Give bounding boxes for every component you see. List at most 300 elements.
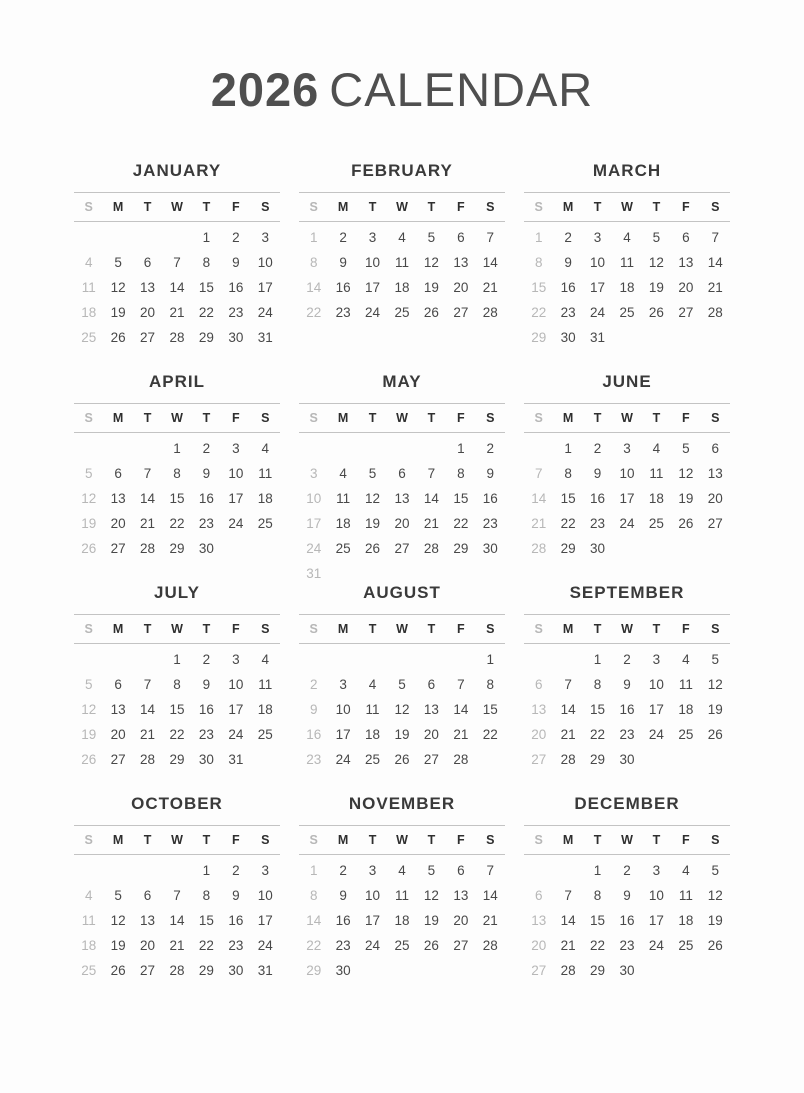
date-cell: 30: [619, 751, 635, 767]
week-row: [524, 933, 730, 958]
date-cell: 10: [257, 254, 273, 270]
week-row: [299, 883, 505, 908]
date-cell: 22: [306, 304, 322, 320]
date-cell: 14: [306, 912, 322, 928]
week-row: [74, 747, 280, 772]
weekday-header-row: [524, 614, 730, 644]
weekday-label-saturday: S: [261, 199, 270, 214]
weekday-header-row: [74, 403, 280, 433]
date-cell: 6: [534, 887, 543, 903]
date-cell: 7: [143, 465, 152, 481]
week-row: [299, 647, 505, 672]
date-cell: 27: [423, 751, 439, 767]
weekday-label-saturday: S: [711, 832, 720, 847]
date-cell: 19: [110, 304, 126, 320]
date-cell: 13: [110, 490, 126, 506]
date-cell: 20: [394, 515, 410, 531]
date-cell: 20: [140, 937, 156, 953]
date-cell: 20: [453, 279, 469, 295]
date-cell: 11: [678, 676, 693, 692]
date-cell: 17: [590, 279, 606, 295]
date-cell: 3: [232, 651, 240, 667]
weekday-label-saturday: S: [486, 621, 495, 636]
week-row: [299, 858, 505, 883]
date-cell: 23: [619, 726, 635, 742]
week-row: [299, 672, 505, 697]
date-cell: 5: [114, 887, 122, 903]
date-cell: 13: [140, 912, 156, 928]
date-cell: 22: [169, 726, 185, 742]
date-cell: 12: [423, 254, 439, 270]
weekday-label-saturday: S: [261, 621, 270, 636]
date-cell: 3: [652, 862, 661, 878]
date-cell: 10: [619, 465, 635, 481]
week-row: [74, 436, 280, 461]
date-cell: 18: [678, 912, 694, 928]
date-cell: 30: [560, 329, 576, 345]
date-cell: 26: [423, 304, 439, 320]
month-july: [74, 578, 280, 789]
date-cell: 30: [228, 962, 244, 978]
date-cell: 21: [140, 515, 156, 531]
month-title: JANUARY: [132, 160, 222, 180]
date-cell: 29: [590, 751, 606, 767]
date-cell: 24: [257, 304, 273, 320]
date-cell: 16: [228, 279, 244, 295]
date-cell: 12: [110, 912, 126, 928]
date-cell: 10: [648, 676, 664, 692]
week-row: [299, 908, 505, 933]
date-cell: 24: [365, 304, 381, 320]
date-cell: 1: [309, 862, 318, 878]
date-cell: 30: [619, 962, 635, 978]
date-cell: 27: [453, 304, 469, 320]
weekday-header-row: [524, 403, 730, 433]
date-cell: 4: [261, 651, 270, 667]
weekday-label-sunday: S: [534, 621, 543, 636]
month-june: [524, 367, 730, 578]
date-cell: 20: [707, 490, 723, 506]
week-row: [299, 511, 505, 536]
date-cell: 3: [593, 229, 602, 245]
date-cell: 8: [309, 887, 318, 903]
month-december: [524, 789, 730, 1000]
date-cell: 20: [140, 304, 156, 320]
weekday-label-monday: M: [112, 621, 124, 636]
date-cell: 14: [560, 701, 576, 717]
weekday-label-tuesday: T: [143, 832, 152, 847]
date-cell: 21: [482, 279, 498, 295]
week-row: [74, 300, 280, 325]
date-cell: 23: [228, 937, 244, 953]
date-cell: 26: [110, 962, 126, 978]
date-cell: 27: [394, 540, 410, 556]
date-cell: 27: [531, 751, 547, 767]
date-cell: 13: [453, 887, 469, 903]
date-cell: 20: [678, 279, 694, 295]
date-cell: 12: [707, 676, 723, 692]
date-cell: 4: [261, 440, 270, 456]
weekday-label-saturday: S: [711, 199, 720, 214]
date-cell: 24: [648, 937, 664, 953]
date-cell: 21: [560, 726, 576, 742]
date-cell: 15: [169, 701, 185, 717]
date-cell: 4: [339, 465, 347, 481]
week-row: [524, 858, 730, 883]
date-cell: 14: [482, 887, 498, 903]
date-cell: 10: [365, 254, 381, 270]
weekday-label-monday: M: [337, 621, 349, 636]
weekday-label-tuesday: T: [368, 199, 377, 214]
week-row: [524, 225, 730, 250]
weekday-label-monday: M: [337, 832, 349, 847]
weekday-label-wednesday: W: [621, 832, 633, 847]
date-cell: 26: [707, 726, 723, 742]
date-cell: 3: [261, 862, 270, 878]
date-cell: 2: [564, 229, 572, 245]
date-cell: 27: [453, 937, 469, 953]
date-cell: 27: [707, 515, 723, 531]
date-cell: 19: [648, 279, 664, 295]
month-title: DECEMBER: [574, 793, 680, 813]
date-cell: 4: [682, 862, 690, 878]
weekday-label-thursday: T: [202, 832, 211, 847]
date-cell: 1: [202, 229, 211, 245]
weekday-label-wednesday: W: [171, 832, 183, 847]
week-row: [524, 486, 730, 511]
date-cell: 11: [365, 701, 380, 717]
date-cell: 7: [457, 676, 465, 692]
date-cell: 30: [335, 962, 351, 978]
week-row: [524, 883, 730, 908]
date-cell: 2: [339, 229, 347, 245]
date-cell: 11: [649, 465, 664, 481]
date-cell: 19: [423, 279, 439, 295]
date-cell: 25: [394, 304, 410, 320]
date-cell: 16: [335, 279, 351, 295]
date-cell: 7: [427, 465, 436, 481]
date-cell: 27: [110, 751, 126, 767]
date-cell: 26: [707, 937, 723, 953]
month-title: AUGUST: [363, 582, 441, 602]
week-row: [299, 536, 505, 561]
weekday-label-sunday: S: [309, 621, 318, 636]
week-row: [299, 747, 505, 772]
date-cell: 9: [339, 254, 347, 270]
weekday-label-wednesday: W: [396, 621, 408, 636]
date-cell: 23: [228, 304, 244, 320]
date-cell: 9: [202, 465, 211, 481]
weekday-label-monday: M: [112, 410, 124, 425]
date-cell: 19: [110, 937, 126, 953]
date-cell: 10: [306, 490, 322, 506]
page-title: [0, 64, 804, 116]
weekday-label-monday: M: [337, 410, 349, 425]
date-cell: 30: [482, 540, 498, 556]
date-cell: 20: [110, 726, 126, 742]
date-cell: 18: [257, 701, 273, 717]
date-cell: 3: [623, 440, 631, 456]
date-cell: 20: [531, 726, 547, 742]
date-cell: 6: [457, 862, 465, 878]
date-cell: 9: [623, 887, 631, 903]
weekday-label-saturday: S: [261, 410, 270, 425]
date-cell: 9: [202, 676, 211, 692]
week-row: [74, 722, 280, 747]
date-cell: 24: [306, 540, 322, 556]
date-cell: 6: [457, 229, 465, 245]
date-cell: 16: [306, 726, 322, 742]
date-cell: 1: [534, 229, 543, 245]
date-cell: 25: [648, 515, 664, 531]
date-cell: 23: [619, 937, 635, 953]
date-cell: 29: [169, 751, 185, 767]
date-cell: 28: [423, 540, 439, 556]
date-cell: 14: [169, 912, 185, 928]
week-row: [74, 908, 280, 933]
weekday-label-wednesday: W: [396, 410, 408, 425]
date-cell: 15: [531, 279, 547, 295]
date-cell: 18: [365, 726, 381, 742]
weekday-label-saturday: S: [711, 621, 720, 636]
date-cell: 22: [306, 937, 322, 953]
weekday-label-tuesday: T: [593, 832, 602, 847]
date-cell: 7: [173, 887, 181, 903]
date-cell: 15: [198, 279, 214, 295]
date-cell: 21: [482, 912, 498, 928]
week-row: [74, 858, 280, 883]
weekday-label-thursday: T: [652, 621, 661, 636]
weekday-label-friday: F: [682, 410, 690, 425]
date-cell: 21: [453, 726, 469, 742]
month-march: [524, 156, 730, 367]
weekday-label-wednesday: W: [621, 410, 633, 425]
weekday-label-friday: F: [232, 410, 240, 425]
date-cell: 21: [169, 304, 185, 320]
date-cell: 6: [711, 440, 720, 456]
date-cell: 25: [257, 726, 273, 742]
week-row: [299, 300, 505, 325]
date-cell: 7: [486, 862, 495, 878]
date-cell: 12: [394, 701, 410, 717]
date-cell: 12: [707, 887, 723, 903]
date-cell: 1: [593, 651, 602, 667]
date-cell: 8: [457, 465, 465, 481]
date-cell: 22: [590, 726, 606, 742]
date-cell: 26: [81, 540, 97, 556]
date-cell: 22: [560, 515, 576, 531]
date-cell: 13: [140, 279, 156, 295]
weekday-label-tuesday: T: [368, 410, 377, 425]
date-cell: 29: [306, 962, 322, 978]
date-cell: 24: [648, 726, 664, 742]
date-cell: 28: [140, 540, 156, 556]
date-cell: 1: [309, 229, 318, 245]
weekday-label-monday: M: [562, 199, 574, 214]
months-grid: [0, 156, 804, 1000]
weekday-header-row: [524, 825, 730, 855]
date-cell: 5: [427, 862, 436, 878]
date-cell: 11: [394, 887, 409, 903]
date-cell: 22: [531, 304, 547, 320]
date-cell: 9: [486, 465, 495, 481]
date-cell: 29: [590, 962, 606, 978]
date-cell: 4: [368, 676, 377, 692]
date-cell: 19: [365, 515, 381, 531]
date-cell: 6: [114, 676, 122, 692]
date-cell: 10: [590, 254, 606, 270]
date-cell: 12: [81, 490, 97, 506]
date-cell: 31: [228, 751, 244, 767]
date-cell: 10: [648, 887, 664, 903]
weekday-label-monday: M: [337, 199, 349, 214]
date-cell: 13: [678, 254, 694, 270]
date-cell: 1: [202, 862, 211, 878]
week-row: [299, 250, 505, 275]
weekday-label-tuesday: T: [593, 410, 602, 425]
date-cell: 8: [202, 887, 211, 903]
weekday-label-wednesday: W: [171, 621, 183, 636]
date-cell: 20: [110, 515, 126, 531]
date-cell: 2: [623, 862, 631, 878]
date-cell: 8: [173, 465, 181, 481]
date-cell: 9: [593, 465, 602, 481]
date-cell: 5: [682, 440, 690, 456]
date-cell: 9: [309, 701, 318, 717]
weekday-label-friday: F: [457, 410, 465, 425]
weekday-label-monday: M: [112, 199, 124, 214]
weekday-label-tuesday: T: [368, 621, 377, 636]
date-cell: 10: [228, 676, 244, 692]
date-cell: 19: [81, 515, 97, 531]
weekday-label-friday: F: [232, 832, 240, 847]
month-february: [299, 156, 505, 367]
date-cell: 25: [365, 751, 381, 767]
weekday-header-row: [299, 825, 505, 855]
date-cell: 9: [339, 887, 347, 903]
date-cell: 11: [81, 912, 96, 928]
weekday-label-sunday: S: [309, 832, 318, 847]
date-cell: 25: [257, 515, 273, 531]
date-cell: 21: [560, 937, 576, 953]
month-january: [74, 156, 280, 367]
date-cell: 10: [335, 701, 351, 717]
date-cell: 18: [81, 937, 97, 953]
date-cell: 16: [482, 490, 498, 506]
date-cell: 14: [140, 490, 156, 506]
week-row: [74, 275, 280, 300]
weekday-label-saturday: S: [486, 832, 495, 847]
weekday-label-sunday: S: [84, 832, 93, 847]
date-cell: 20: [531, 937, 547, 953]
weekday-label-friday: F: [682, 199, 690, 214]
date-cell: 24: [228, 726, 244, 742]
date-cell: 17: [619, 490, 635, 506]
date-cell: 29: [560, 540, 576, 556]
date-cell: 18: [335, 515, 351, 531]
date-cell: 24: [590, 304, 606, 320]
date-cell: 26: [648, 304, 664, 320]
weekday-header-row: [299, 403, 505, 433]
date-cell: 25: [394, 937, 410, 953]
date-cell: 13: [707, 465, 723, 481]
date-cell: 16: [198, 701, 214, 717]
date-cell: 29: [453, 540, 469, 556]
date-cell: 24: [619, 515, 635, 531]
date-cell: 14: [169, 279, 185, 295]
date-cell: 19: [707, 912, 723, 928]
date-cell: 23: [335, 304, 351, 320]
date-cell: 29: [198, 329, 214, 345]
week-row: [74, 647, 280, 672]
date-cell: 16: [198, 490, 214, 506]
date-cell: 3: [339, 676, 347, 692]
weekday-label-wednesday: W: [171, 410, 183, 425]
date-cell: 14: [453, 701, 469, 717]
date-cell: 3: [232, 440, 240, 456]
date-cell: 5: [114, 254, 122, 270]
date-cell: 2: [202, 651, 211, 667]
date-cell: 8: [173, 676, 181, 692]
date-cell: 29: [531, 329, 547, 345]
date-cell: 15: [560, 490, 576, 506]
weekday-label-monday: M: [562, 832, 574, 847]
date-cell: 27: [140, 962, 156, 978]
date-cell: 22: [482, 726, 498, 742]
weekday-label-monday: M: [562, 410, 574, 425]
date-cell: 5: [711, 651, 720, 667]
date-cell: 14: [306, 279, 322, 295]
date-cell: 22: [198, 937, 214, 953]
date-cell: 23: [560, 304, 576, 320]
weekday-label-saturday: S: [711, 410, 720, 425]
date-cell: 5: [84, 676, 93, 692]
week-row: [74, 672, 280, 697]
week-row: [524, 722, 730, 747]
date-cell: 29: [198, 962, 214, 978]
week-row: [524, 325, 730, 350]
weekday-label-monday: M: [562, 621, 574, 636]
date-cell: 26: [365, 540, 381, 556]
date-cell: 23: [198, 726, 214, 742]
date-cell: 14: [423, 490, 439, 506]
date-cell: 4: [398, 862, 406, 878]
title-word: CALENDAR: [329, 63, 594, 116]
weekday-label-friday: F: [457, 832, 465, 847]
month-title: APRIL: [149, 371, 205, 391]
date-cell: 1: [564, 440, 572, 456]
weekday-label-wednesday: W: [171, 199, 183, 214]
date-cell: 10: [365, 887, 381, 903]
month-title: FEBRUARY: [351, 160, 453, 180]
date-cell: 8: [564, 465, 572, 481]
date-cell: 15: [453, 490, 469, 506]
date-cell: 14: [560, 912, 576, 928]
week-row: [524, 958, 730, 983]
weekday-label-thursday: T: [427, 832, 436, 847]
date-cell: 8: [534, 254, 543, 270]
date-cell: 7: [173, 254, 181, 270]
date-cell: 17: [257, 912, 273, 928]
weekday-label-sunday: S: [84, 199, 93, 214]
weekday-label-thursday: T: [652, 199, 661, 214]
date-cell: 22: [590, 937, 606, 953]
date-cell: 4: [652, 440, 661, 456]
month-title: MARCH: [592, 160, 662, 180]
week-row: [524, 908, 730, 933]
week-row: [299, 486, 505, 511]
week-row: [74, 933, 280, 958]
